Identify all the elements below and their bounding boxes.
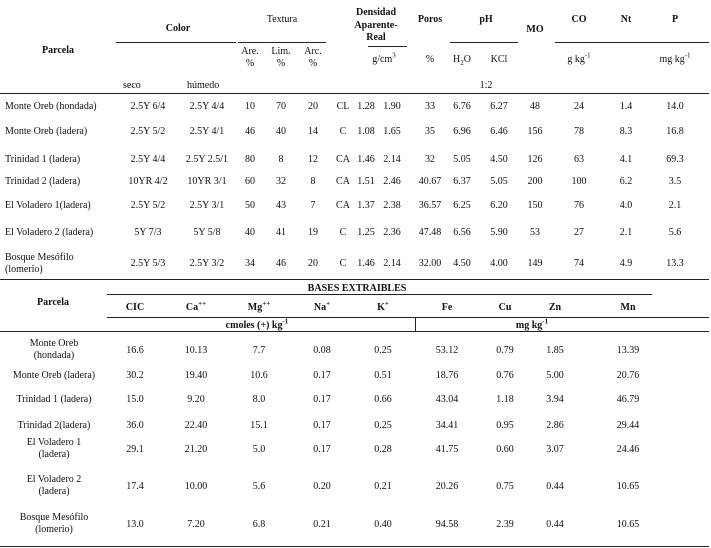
- t1-cell-mo: 126: [527, 154, 543, 165]
- t1-cell-co: 100: [571, 176, 587, 187]
- t1-humedo-label: húmedo: [187, 80, 220, 91]
- t2-cell-mn: 10.65: [616, 481, 640, 492]
- t2-cell-k: 0.28: [374, 444, 392, 455]
- t2-mn-header: Mn: [620, 302, 636, 313]
- t1-cell-ph-kcl: 5.90: [490, 227, 508, 238]
- t2-cell-parcela: El Voladero 2: [26, 474, 82, 485]
- t1-cell-poros: 32.00: [418, 258, 442, 269]
- t1-cell-co: 27: [574, 227, 584, 238]
- t2-cell-mn: 20.76: [616, 370, 640, 381]
- t2-cell-cic: 15.0: [126, 394, 144, 405]
- t2-cell-cu: 0.95: [496, 420, 514, 431]
- t1-h2o-header: $H_2O$: [453, 54, 471, 67]
- t1-cell-clase-textural: CA: [336, 154, 350, 165]
- t2-cu-header: Cu: [498, 302, 512, 313]
- t2-cell-zn: 2.86: [546, 420, 564, 431]
- t2-cell-mg: 5.0: [252, 444, 266, 455]
- t1-cell-p: 2.1: [668, 200, 682, 211]
- t1-cell-arena: 50: [245, 200, 255, 211]
- t1-mo-header: MO: [526, 24, 544, 35]
- t2-cell-cu: 2.39: [496, 519, 514, 530]
- t2-cell-ca: 10.00: [184, 481, 208, 492]
- t1-lim-header-l2: %: [276, 58, 286, 69]
- t1-textura-underline: [238, 42, 326, 43]
- t1-cell-co: 63: [574, 154, 584, 165]
- t2-cell-k: 0.21: [374, 481, 392, 492]
- t2-cell-cic: 17.4: [126, 481, 144, 492]
- t2-cell-mg: 10.6: [250, 370, 268, 381]
- t1-cell-co: 74: [574, 258, 584, 269]
- t1-cell-densidad-real: 1.65: [383, 126, 401, 137]
- t1-cell-color-humedo: 2.5Y 4/1: [189, 126, 225, 137]
- t1-cell-densidad-real: 1.90: [383, 101, 401, 112]
- t2-cic-header: CIC: [125, 302, 145, 313]
- t2-cell-k: 0.25: [374, 420, 392, 431]
- t1-cell-p: 5.6: [668, 227, 682, 238]
- t1-cell-arcilla: 19: [308, 227, 318, 238]
- t2-cell-ca: 7.20: [187, 519, 205, 530]
- t1-cell-nt: 4.9: [619, 258, 633, 269]
- t1-cell-limo: 32: [276, 176, 286, 187]
- t2-cell-parcela: Trinidad 1 (ladera): [16, 394, 92, 405]
- t1-cell-color-seco: 2.5Y 6/4: [130, 101, 166, 112]
- t1-density-unit: $g/cm^3$: [372, 51, 396, 65]
- t1-cell-arcilla: 20: [308, 101, 318, 112]
- t1-cell-color-humedo: 2.5Y 3/1: [189, 200, 225, 211]
- t1-cell-arena: 10: [245, 101, 255, 112]
- t1-p-header: P: [671, 14, 679, 25]
- t1-cell-nt: 2.1: [619, 227, 633, 238]
- t2-cell-parcela-line2: (lomerio): [35, 524, 73, 535]
- t1-parcela-header: Parcela: [41, 45, 75, 56]
- t1-cell-mo: 48: [530, 101, 540, 112]
- t1-cell-mo: 156: [527, 126, 543, 137]
- t2-cell-ca: 21.20: [184, 444, 208, 455]
- t2-cell-fe: 34.41: [435, 420, 459, 431]
- t2-cell-ca: 10.13: [184, 345, 208, 356]
- t1-cell-densidad-real: 2.14: [383, 258, 401, 269]
- t2-bases-header: BASES EXTRAIBLES: [307, 283, 407, 294]
- t2-cell-parcela-line2: (ladera): [38, 449, 70, 460]
- t1-ph-underline: [450, 42, 518, 43]
- t1-header-bottom-rule: [0, 93, 709, 94]
- t2-cell-na: 0.17: [313, 420, 331, 431]
- t1-cell-color-seco: 2.5Y 4/4: [130, 154, 166, 165]
- t1-cell-parcela: Monte Oreb (ladera): [5, 126, 88, 137]
- t1-cell-mo: 149: [527, 258, 543, 269]
- t1-cell-clase-textural: C: [339, 227, 347, 238]
- t2-cell-zn: 3.07: [546, 444, 564, 455]
- t1-cell-poros: 36.57: [418, 200, 442, 211]
- t1-cell-limo: 40: [276, 126, 286, 137]
- t1-cell-poros: 35: [425, 126, 435, 137]
- t2-bottom-rule: [0, 546, 709, 547]
- t1-are-header-l2: %: [245, 58, 255, 69]
- t1-kcl-header: KCl: [490, 54, 508, 65]
- t2-units-divider: [415, 318, 416, 331]
- t1-cell-arcilla: 14: [308, 126, 318, 137]
- t2-cell-fe: 94.58: [435, 519, 459, 530]
- t1-cell-mo: 53: [530, 227, 540, 238]
- t2-cell-mg: 7.7: [252, 345, 266, 356]
- t1-textura-header: Textura: [266, 14, 298, 25]
- t2-ca-header: Ca++: [185, 299, 207, 313]
- t2-cell-parcela: Bosque Mesófilo: [19, 512, 89, 523]
- t1-cell-arcilla: 8: [310, 176, 316, 187]
- t2-top-rule: [0, 279, 709, 280]
- t2-cmoles-unit: cmoles (+) $kg^{-1}$: [225, 317, 289, 331]
- t1-cell-arena: 80: [245, 154, 255, 165]
- t2-cell-fe: 43.04: [435, 394, 459, 405]
- t2-cell-fe: 20.26: [435, 481, 459, 492]
- t2-na-header: Na+: [313, 299, 331, 313]
- t2-mgkg-unit: mg $kg^{-1}$: [515, 317, 549, 331]
- t1-cell-limo: 70: [276, 101, 286, 112]
- t1-cell-limo: 46: [276, 258, 286, 269]
- t1-cell-ph-h2o: 6.76: [453, 101, 471, 112]
- t1-densidad-header-l3: Real: [366, 32, 386, 43]
- t2-cell-cic: 36.0: [126, 420, 144, 431]
- t1-cell-nt: 4.1: [619, 154, 633, 165]
- t2-cell-cu: 0.75: [496, 481, 514, 492]
- t2-cell-parcela-line2: (ladera): [38, 486, 70, 497]
- t1-co-nt-p-underline: [555, 42, 709, 43]
- t2-units-top-rule: [107, 317, 709, 318]
- t2-cell-k: 0.66: [374, 394, 392, 405]
- t2-cell-parcela-line2: (hondada): [33, 350, 75, 361]
- t1-ratio-label: 1:2: [479, 80, 493, 91]
- t1-cell-p: 13.3: [666, 258, 684, 269]
- t2-cell-mg: 15.1: [250, 420, 268, 431]
- t1-cell-parcela: Bosque Mesófilo (lomerio): [5, 252, 74, 275]
- t2-cell-k: 0.40: [374, 519, 392, 530]
- t1-cell-densidad-aparente: 1.08: [357, 126, 375, 137]
- t2-cell-mn: 13.39: [616, 345, 640, 356]
- t1-cell-densidad-real: 2.38: [383, 200, 401, 211]
- t1-densidad-header-l2: Aparente-: [354, 20, 398, 31]
- t1-cell-color-seco: 2.5Y 5/3: [130, 258, 166, 269]
- t1-cell-limo: 43: [276, 200, 286, 211]
- t2-mg-header: Mg++: [247, 299, 271, 313]
- t2-cell-na: 0.17: [313, 370, 331, 381]
- t2-cell-na: 0.08: [313, 345, 331, 356]
- t1-cell-p: 14.0: [666, 101, 684, 112]
- t2-cell-mg: 8.0: [252, 394, 266, 405]
- t2-cell-parcela: Trinidad 2(ladera): [17, 420, 91, 431]
- t2-cell-ca: 19.40: [184, 370, 208, 381]
- t2-cell-fe: 41.75: [435, 444, 459, 455]
- t1-cell-nt: 6.2: [619, 176, 633, 187]
- t1-cell-ph-h2o: 6.96: [453, 126, 471, 137]
- t1-cell-arena: 40: [245, 227, 255, 238]
- t2-cell-cic: 29.1: [126, 444, 144, 455]
- t1-cell-densidad-aparente: 1.28: [357, 101, 375, 112]
- t1-cell-parcela: Trinidad 1 (ladera): [5, 154, 81, 165]
- t1-cell-ph-kcl: 6.27: [490, 101, 508, 112]
- t1-are-header-l1: Are.: [241, 46, 259, 57]
- t2-zn-header: Zn: [548, 302, 562, 313]
- t1-co-header: CO: [571, 14, 587, 25]
- t2-cell-zn: 0.44: [546, 519, 564, 530]
- t1-cell-poros: 33: [425, 101, 435, 112]
- t1-cell-densidad-aparente: 1.25: [357, 227, 375, 238]
- t1-cell-poros: 47.48: [418, 227, 442, 238]
- t2-cell-zn: 3.94: [546, 394, 564, 405]
- t1-arc-header-l1: Arc.: [304, 46, 322, 57]
- t1-cell-limo: 8: [278, 154, 284, 165]
- t2-cell-zn: 1.85: [546, 345, 564, 356]
- t1-cell-poros: 40.67: [418, 176, 442, 187]
- t1-cell-nt: 4.0: [619, 200, 633, 211]
- t2-cell-cic: 16.6: [126, 345, 144, 356]
- t1-density-underline: [368, 46, 407, 47]
- t2-cell-cu: 0.60: [496, 444, 514, 455]
- t1-cell-poros: 32: [425, 154, 435, 165]
- t1-cell-ph-h2o: 6.37: [453, 176, 471, 187]
- t2-header-bottom-rule: [0, 331, 709, 332]
- t2-cell-k: 0.51: [374, 370, 392, 381]
- t1-seco-label: seco: [123, 80, 141, 91]
- t2-cell-cic: 13.0: [126, 519, 144, 530]
- t1-cell-color-humedo: 5Y 5/8: [193, 227, 221, 238]
- t1-cell-mo: 150: [527, 200, 543, 211]
- t1-cell-clase-textural: CA: [336, 200, 350, 211]
- t1-cell-p: 69.3: [666, 154, 684, 165]
- t1-cell-ph-kcl: 4.50: [490, 154, 508, 165]
- t1-cell-co: 78: [574, 126, 584, 137]
- t1-cell-color-humedo: 2.5Y 4/4: [189, 101, 225, 112]
- t2-cell-cic: 30.2: [126, 370, 144, 381]
- t1-cell-parcela: El Voladero 1(ladera): [5, 200, 91, 211]
- t2-cell-fe: 18.76: [435, 370, 459, 381]
- t1-cell-clase-textural: C: [339, 126, 347, 137]
- t1-cell-arcilla: 12: [308, 154, 318, 165]
- t1-densidad-header-l1: Densidad: [355, 7, 397, 18]
- t1-cell-arena: 60: [245, 176, 255, 187]
- t2-cell-cu: 0.79: [496, 345, 514, 356]
- t1-poros-header: Poros: [417, 14, 443, 25]
- t2-cell-na: 0.20: [313, 481, 331, 492]
- t1-cell-arena: 46: [245, 126, 255, 137]
- t1-cell-densidad-aparente: 1.37: [357, 200, 375, 211]
- t1-cell-densidad-real: 2.46: [383, 176, 401, 187]
- t1-cell-parcela: El Voladero 2 (ladera): [5, 227, 94, 238]
- t2-parcela-header: Parcela: [36, 297, 70, 308]
- t2-cell-zn: 0.44: [546, 481, 564, 492]
- t1-cell-color-humedo: 2.5Y 3/2: [189, 258, 225, 269]
- t1-poros-unit: %: [425, 54, 435, 65]
- t1-cell-color-humedo: 10YR 3/1: [187, 176, 227, 187]
- t1-cell-parcela: Monte Oreb (hondada): [5, 101, 97, 112]
- t1-cell-densidad-real: 2.14: [383, 154, 401, 165]
- t1-cell-arcilla: 20: [308, 258, 318, 269]
- t1-cell-arcilla: 7: [310, 200, 316, 211]
- t1-mgkg-unit: mg $kg^{-1}$: [659, 51, 691, 65]
- t1-cell-arena: 34: [245, 258, 255, 269]
- t2-cell-zn: 5.00: [546, 370, 564, 381]
- t1-cell-densidad-real: 2.36: [383, 227, 401, 238]
- t2-cell-fe: 53.12: [435, 345, 459, 356]
- t1-ph-header: pH: [479, 14, 493, 25]
- t2-cell-mg: 6.8: [252, 519, 266, 530]
- t1-cell-ph-kcl: 4.00: [490, 258, 508, 269]
- t2-cell-mn: 46.79: [616, 394, 640, 405]
- t1-cell-mo: 200: [527, 176, 543, 187]
- t2-cell-k: 0.25: [374, 345, 392, 356]
- t2-cell-ca: 22.40: [184, 420, 208, 431]
- t1-arc-header-l2: %: [308, 58, 318, 69]
- t1-color-header: Color: [165, 23, 191, 34]
- t1-cell-color-seco: 2.5Y 5/2: [130, 200, 166, 211]
- t2-cell-mn: 29.44: [616, 420, 640, 431]
- t2-cell-mg: 5.6: [252, 481, 266, 492]
- t1-cell-densidad-aparente: 1.46: [357, 258, 375, 269]
- t1-cell-p: 3.5: [668, 176, 682, 187]
- t1-cell-ph-kcl: 5.05: [490, 176, 508, 187]
- t2-cell-cu: 1.18: [496, 394, 514, 405]
- t1-cell-limo: 41: [276, 227, 286, 238]
- t1-color-underline: [116, 42, 236, 43]
- t1-cell-clase-textural: C: [339, 258, 347, 269]
- t1-cell-co: 24: [574, 101, 584, 112]
- t1-cell-color-seco: 5Y 7/3: [134, 227, 162, 238]
- t1-cell-color-seco: 2.5Y 5/2: [130, 126, 166, 137]
- t2-cell-parcela: El Voladero 1: [26, 437, 82, 448]
- t1-cell-ph-kcl: 6.46: [490, 126, 508, 137]
- t1-cell-color-humedo: 2.5Y 2.5/1: [185, 154, 229, 165]
- t2-cell-na: 0.21: [313, 519, 331, 530]
- t2-cell-ca: 9.20: [187, 394, 205, 405]
- t2-cell-na: 0.17: [313, 444, 331, 455]
- t2-cell-mn: 10.65: [616, 519, 640, 530]
- t1-cell-ph-kcl: 6.20: [490, 200, 508, 211]
- t1-cell-p: 16.8: [666, 126, 684, 137]
- t1-cell-densidad-aparente: 1.51: [357, 176, 375, 187]
- t2-cell-cu: 0.76: [496, 370, 514, 381]
- t1-cell-clase-textural: CA: [336, 176, 350, 187]
- t1-cell-ph-h2o: 5.05: [453, 154, 471, 165]
- t2-cell-mn: 24.46: [616, 444, 640, 455]
- t1-cell-ph-h2o: 6.56: [453, 227, 471, 238]
- t1-cell-co: 76: [574, 200, 584, 211]
- t1-cell-color-seco: 10YR 4/2: [128, 176, 168, 187]
- t1-cell-nt: 1.4: [619, 101, 633, 112]
- t1-cell-ph-h2o: 6.25: [453, 200, 471, 211]
- t1-cell-nt: 8.3: [619, 126, 633, 137]
- t1-gkg-unit: g $kg^{-1}$: [567, 51, 591, 65]
- t1-cell-clase-textural: CL: [336, 101, 350, 112]
- t2-cell-na: 0.17: [313, 394, 331, 405]
- t1-lim-header-l1: Lim.: [271, 46, 291, 57]
- t1-cell-ph-h2o: 4.50: [453, 258, 471, 269]
- t2-fe-header: Fe: [441, 302, 453, 313]
- t2-cell-parcela: Monte Oreb (ladera): [12, 370, 96, 381]
- t1-cell-parcela: Trinidad 2 (ladera): [5, 176, 81, 187]
- t2-k-header: K+: [377, 299, 389, 313]
- t1-cell-densidad-aparente: 1.46: [357, 154, 375, 165]
- t1-nt-header: Nt: [620, 14, 632, 25]
- t2-cell-parcela: Monte Oreb: [29, 338, 79, 349]
